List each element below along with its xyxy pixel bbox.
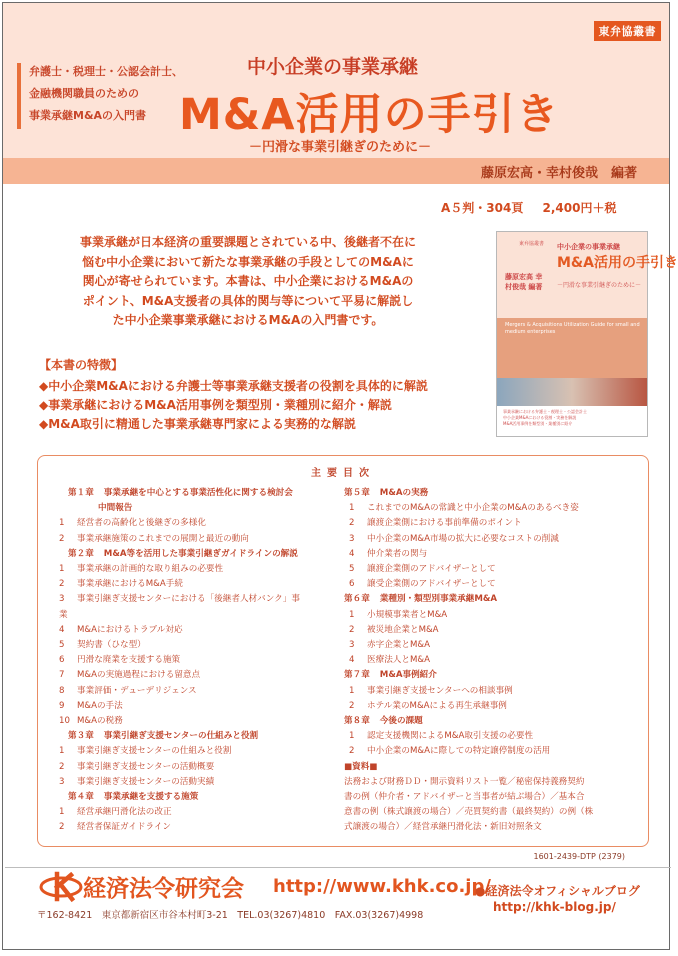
toc-item	[344, 547, 642, 562]
toc-item-number: 9	[59, 700, 65, 711]
features-list	[39, 377, 428, 434]
toc-chapter	[344, 592, 642, 607]
handshake-photo	[497, 378, 647, 406]
authors: 藤原宏高・幸村俊哉 編著	[480, 166, 637, 181]
toc-chapter-number: ■資料■	[344, 761, 378, 772]
toc-item-title: 契約書（ひな型）	[77, 640, 146, 651]
main-title: M&A活用の手引き	[179, 90, 560, 140]
cover-tagline: －円滑な事業引継ぎのために－	[557, 282, 642, 289]
cover-footer-line: 中小企業M&Aにおける役割・実務を解説	[503, 415, 577, 420]
description-line: ポイント、M&A支援者の具体的関与等について平易に解説し	[82, 293, 414, 308]
toc-chapter-number: 第４章	[68, 792, 94, 803]
toc-chapter-number: 第２章	[68, 548, 94, 559]
toc-chapter	[344, 760, 642, 775]
title-top: 中小企業の事業承継	[247, 56, 419, 78]
cover-english: Mergers & Acquisitions Utilization Guide for small and medium enterprises	[505, 322, 640, 335]
toc-item-title: 認定支援機関によるM&A取引支援の必要性	[367, 731, 534, 742]
toc-chapter-title: 業種別・類型別事業承継M&A	[379, 594, 498, 605]
toc-item	[54, 714, 339, 729]
toc-item	[344, 501, 642, 516]
toc-item	[54, 744, 339, 759]
toc-item-title: 中小企業のM&Aに際しての特定譲停制度の活用	[367, 746, 551, 757]
cover-title: M&A活用の手引き	[557, 255, 678, 271]
toc-item-number: 1	[59, 807, 65, 818]
feature-item: ◆事業承継におけるM&A活用事例を類型別・業種別に紹介・解説	[39, 398, 392, 412]
toc-item-number: 1	[349, 685, 355, 696]
toc-appendix-line: 意書の例（株式譲渡の場合）／売買契約書（最終契約）の例（株	[344, 807, 594, 818]
toc-item-number: 1	[349, 609, 355, 620]
description-line: 事業承継が日本経済の重要課題とされている中、後継者不在に	[79, 235, 416, 249]
toc-item-number: 1	[59, 518, 65, 529]
toc-item-number: 1	[59, 564, 65, 575]
toc-item	[344, 653, 642, 668]
toc-item-title: 赤字企業とM&A	[367, 640, 430, 651]
toc-item-title: 仲介業者の関与	[367, 548, 428, 559]
description-line: 関心が寄せられています。本書は、中小企業におけるM&Aの	[82, 274, 414, 288]
cover-series: 東弁協叢書	[519, 241, 545, 247]
toc-appendix-line: 式譲渡の場合）／経営承継円滑化法・新旧対照条文	[344, 822, 542, 833]
toc-item-title: 譲受企業側のアドバイザーとして	[367, 579, 496, 590]
publisher-name: 経済法令研究会	[83, 876, 244, 902]
toc-item	[344, 608, 642, 623]
toc-chapter-title: 今後の課題	[379, 716, 423, 727]
toc-item	[54, 516, 339, 531]
feature-item: ◆M&A取引に精通した事業承継専門家による実務的な解説	[39, 417, 356, 431]
toc-item-number: 2	[349, 518, 355, 529]
toc-item-title: 事業引継ぎ支援センターの活動概要	[77, 761, 215, 772]
toc-chapter-number: 第３章	[68, 731, 94, 742]
document-code: 1601-2439-DTP (2379)	[533, 852, 625, 861]
toc-item-title: 事業引継ぎ支援センターの仕組みと役割	[77, 746, 232, 757]
toc-item	[344, 516, 642, 531]
toc-chapter	[54, 729, 339, 744]
toc-item-number: 4	[349, 655, 355, 666]
toc-item	[54, 668, 339, 683]
toc-item	[344, 623, 642, 638]
blog-label: ●経済法令オフィシャルブログ	[475, 884, 640, 898]
tagline: －円滑な事業引継ぎのために－	[249, 140, 432, 155]
toc-item-number: 10	[59, 716, 70, 727]
toc-chapter	[54, 547, 339, 562]
toc-item-number: 4	[349, 548, 355, 559]
intro-line: 金融機関職員のための	[29, 87, 139, 100]
cover-footer-line: M&A活用事例を類型別・業種別に紹介	[503, 421, 573, 426]
toc-chapter-number: 第７章	[344, 670, 370, 681]
author-bar	[3, 158, 669, 184]
toc-item-number: 2	[349, 746, 355, 757]
toc-item-title: 円滑な廃業を支援する施策	[77, 655, 181, 666]
toc-item-title: 事業引継ぎ支援センターにおける「後継者人材バンク」事	[77, 594, 300, 605]
toc-item-title: 中小企業のM&A市場の拡大に必要なコストの削減	[367, 533, 559, 544]
toc-item-number: 3	[59, 776, 65, 787]
toc-item-title: 被災地企業とM&A	[367, 624, 439, 635]
toc-title: 主要目次	[311, 468, 375, 479]
toc-column-left	[54, 486, 339, 836]
toc-item-title: 医療法人とM&A	[367, 655, 430, 666]
toc-continuation: 中間報告	[98, 503, 133, 514]
toc-item-number: 1	[349, 503, 355, 514]
intro-line: 事業承継M&Aの入門書	[29, 109, 147, 122]
toc-item	[54, 775, 339, 790]
toc-item-title: これまでのM&Aの常識と中小企業のM&Aのあるべき姿	[367, 503, 579, 514]
toc-item	[54, 805, 339, 820]
toc-item-number: 5	[59, 640, 65, 651]
footer-divider	[5, 867, 671, 868]
toc-chapter	[54, 486, 339, 501]
toc-item-title: 小規模事業者とM&A	[367, 609, 448, 620]
cover-top	[497, 232, 678, 318]
description-line: た中小企業事業承継におけるM&Aの入門書です。	[112, 313, 384, 327]
toc-item-title: 事業評価・デューデリジェンス	[77, 685, 197, 696]
toc-item	[344, 532, 642, 547]
toc-chapter	[344, 668, 642, 683]
toc-item	[54, 623, 339, 638]
toc-item	[344, 729, 642, 744]
toc-item-number: 1	[349, 731, 355, 742]
toc-item	[54, 638, 339, 653]
toc-item-number: 5	[349, 564, 355, 575]
book-cover-image	[496, 231, 678, 437]
toc-item-title: 事業承継施策のこれまでの展開と最近の動向	[77, 533, 249, 544]
toc-item-title: 事業承継におけるM&A手続	[77, 579, 183, 590]
toc-item-title: 経営承継円滑化法の改正	[77, 807, 172, 818]
toc-item-number: 2	[349, 700, 355, 711]
toc-item-number: 2	[59, 822, 65, 833]
accent-bar	[17, 63, 21, 129]
description	[33, 233, 463, 331]
toc-item-title: ホテル業のM&Aによる再生承継事例	[367, 700, 507, 711]
toc-item-number: 3	[349, 640, 355, 651]
toc-chapter-number: 第５章	[344, 488, 370, 498]
cover-footer-line: 事業承継における弁護士・税理士・公認会計士	[503, 409, 587, 414]
toc-chapter-title: 事業承継を支援する施策	[103, 792, 199, 803]
feature-item: ◆中小企業M&Aにおける弁護士等事業承継支援者の役割を具体的に解説	[39, 379, 428, 393]
header-band	[3, 3, 669, 158]
toc-chapter-title: 事業承継を中心とする事業活性化に関する検討会	[103, 488, 293, 498]
toc-item	[344, 562, 642, 577]
cover-subtitle: 中小企業の事業承継	[557, 243, 620, 251]
toc-item	[54, 562, 339, 577]
toc-item-number: 2	[59, 579, 65, 590]
toc-chapter-number: 第１章	[68, 488, 94, 498]
table-of-contents	[37, 455, 649, 847]
toc-item-number: 1	[59, 746, 65, 757]
toc-item	[344, 577, 642, 592]
cover-authors: 藤原宏高 幸村俊哉 編著	[505, 273, 543, 291]
toc-item-title: 事業引継ぎ支援センターの活動実績	[77, 776, 215, 787]
description-line: 悩む中小企業において新たな事業承継の手段としてのM&Aに	[82, 254, 414, 269]
toc-item-number: 2	[59, 761, 65, 772]
toc-item	[54, 699, 339, 714]
toc-item-title: 譲渡企業側における事前準備のポイント	[367, 518, 522, 529]
toc-item-number: 6	[59, 655, 65, 666]
toc-item	[54, 684, 339, 699]
cover-band	[497, 318, 647, 378]
toc-item-title: M&Aの手法	[77, 700, 123, 711]
toc-item-title: 事業承継の計画的な取り組みの必要性	[77, 564, 224, 575]
flyer-page	[2, 2, 678, 950]
toc-item-title: 事業引継ぎ支援センターへの相談事例	[367, 685, 513, 696]
toc-item-number: 3	[59, 594, 65, 605]
book-specs: A５判・304頁 2,400円＋税	[441, 201, 617, 215]
toc-chapter	[344, 486, 642, 501]
toc-item	[54, 820, 339, 835]
toc-item-number: 2	[349, 624, 355, 635]
toc-chapter-number: 第６章	[344, 594, 370, 605]
toc-item	[344, 684, 642, 699]
toc-item-title: 経営者の高齢化と後継ぎの多様化	[77, 518, 206, 529]
toc-appendix-line: 書の例（仲介者・アドバイザーと当事者が結ぶ場合）／基本合	[344, 792, 585, 803]
publisher-address: 〒162-8421 東京都新宿区市谷本村町3-21 TEL.03(3267)4810 FAX.03(3267)4998	[37, 910, 424, 921]
series-badge: 東弁協叢書	[594, 21, 662, 41]
toc-chapter-title: M&A事例紹介	[379, 670, 437, 681]
toc-item-number: 2	[59, 533, 65, 544]
toc-item	[344, 699, 642, 714]
publisher-logo-icon	[39, 872, 83, 900]
toc-item	[344, 744, 642, 759]
toc-chapter-title: 事業引継ぎ支援センターの仕組みと役割	[103, 731, 259, 742]
toc-item-title: M&Aの実施過程における留意点	[77, 670, 201, 681]
toc-column-right	[344, 486, 642, 836]
toc-item	[54, 577, 339, 592]
toc-item-title: 経営者保証ガイドライン	[77, 822, 172, 833]
toc-chapter	[344, 714, 642, 729]
toc-item	[344, 638, 642, 653]
cover-footer	[497, 406, 647, 430]
toc-item-number: 7	[59, 670, 65, 681]
toc-item	[54, 532, 339, 547]
toc-chapter-title: M&A等を活用した事業引継ぎガイドラインの解説	[103, 548, 298, 559]
toc-item-number: 8	[59, 685, 65, 696]
toc-continuation: 業	[59, 609, 68, 620]
toc-chapter-title: M&Aの実務	[379, 488, 429, 498]
features-heading: 【本書の特徴】	[39, 358, 124, 372]
toc-chapter-number: 第８章	[344, 716, 370, 727]
toc-item-title: M&Aにおけるトラブル対応	[77, 624, 183, 635]
toc-item	[54, 653, 339, 668]
toc-chapter	[54, 790, 339, 805]
publisher-url-link[interactable]: http://www.khk.co.jp/	[273, 876, 491, 897]
toc-item-title: M&Aの税務	[77, 716, 123, 727]
toc-item-title: 譲渡企業側のアドバイザーとして	[367, 564, 496, 575]
toc-item	[54, 760, 339, 775]
toc-appendix-line: 法務および財務ＤＤ・開示資料リスト一覧／秘密保持義務契約	[344, 776, 585, 787]
blog-url-link[interactable]: http://khk-blog.jp/	[493, 900, 616, 914]
intro-line: 弁護士・税理士・公認会計士、	[29, 65, 183, 78]
toc-item	[54, 592, 339, 607]
toc-item-number: 3	[349, 533, 355, 544]
toc-item-number: 6	[349, 579, 355, 590]
toc-item-number: 4	[59, 624, 65, 635]
